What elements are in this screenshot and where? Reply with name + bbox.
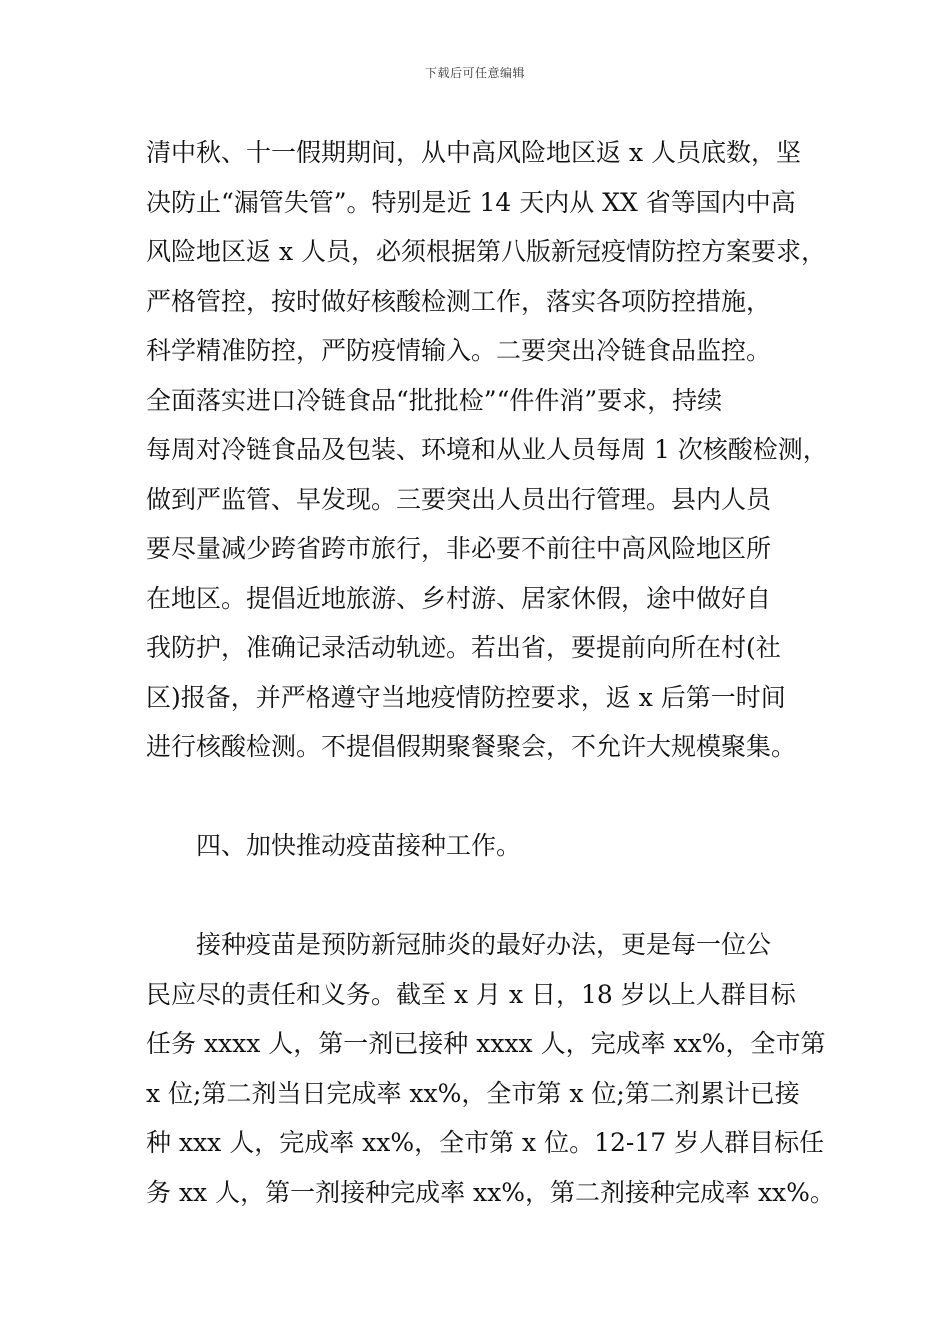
text-line: 做到严监管、早发现。三要突出人员出行管理。县内人员	[146, 484, 772, 514]
text-line: 每周对冷链食品及包装、环境和从业人员每周 1 次核酸检测，	[146, 435, 828, 464]
text-line: 清中秋、十一假期期间，从中高风险地区返 x 人员底数，坚	[146, 138, 801, 167]
text-line: 民应尽的责任和义务。截至 x 月 x 日，18 岁以上人群目标	[146, 979, 796, 1009]
text-line: 在地区。提倡近地旅游、乡村游、居家休假，途中做好自	[146, 583, 772, 613]
text-line: 进行核酸检测。不提倡假期聚餐聚会，不允许大规模聚集。	[146, 732, 797, 761]
text-line: x 位;第二剂当日完成率 xx%，全市第 x 位;第二剂累计已接	[146, 1078, 800, 1108]
text-line: 任务 xxxx 人，第一剂已接种 xxxx 人，完成率 xx%，全市第	[146, 1029, 826, 1058]
text-line: 决防止“漏管失管”。特别是近 14 天内从 XX 省等国内中高	[146, 187, 796, 217]
text-line: 科学精准防控，严防疫情输入。二要突出冷链食品监控。	[146, 336, 772, 365]
text-line: 接种疫苗是预防新冠肺炎的最好办法，更是每一位公	[196, 930, 772, 959]
text-line: 区)报备，并严格遵守当地疫情防控要求，返 x 后第一时间	[146, 682, 786, 712]
text-line: 我防护，准确记录活动轨迹。若出省，要提前向所在村(社	[146, 633, 781, 662]
text-line: 全面落实进口冷链食品“批批检”“件件消”要求，持续	[146, 385, 723, 415]
paragraph-continued	[146, 128, 828, 772]
document-body	[146, 128, 835, 1217]
paragraph-spacer	[146, 772, 822, 822]
text-line: 风险地区返 x 人员，必须根据第八版新冠疫情防控方案要求，	[146, 237, 826, 266]
paragraph-spacer	[146, 871, 822, 921]
text-line: 要尽量减少跨省跨市旅行，非必要不前往中高风险地区所	[146, 534, 772, 563]
text-line: 严格管控，按时做好核酸检测工作，落实各项防控措施，	[146, 286, 772, 316]
paragraph-vaccination	[146, 920, 835, 1217]
section-heading: 四、加快推动疫苗接种工作。	[196, 831, 522, 860]
text-line: 务 xx 人，第一剂接种完成率 xx%，第二剂接种完成率 xx%。	[146, 1177, 835, 1207]
page-header: 下载后可任意编辑	[424, 66, 525, 80]
text-line: 种 xxx 人，完成率 xx%，全市第 x 位。12-17 岁人群目标任	[146, 1128, 825, 1157]
